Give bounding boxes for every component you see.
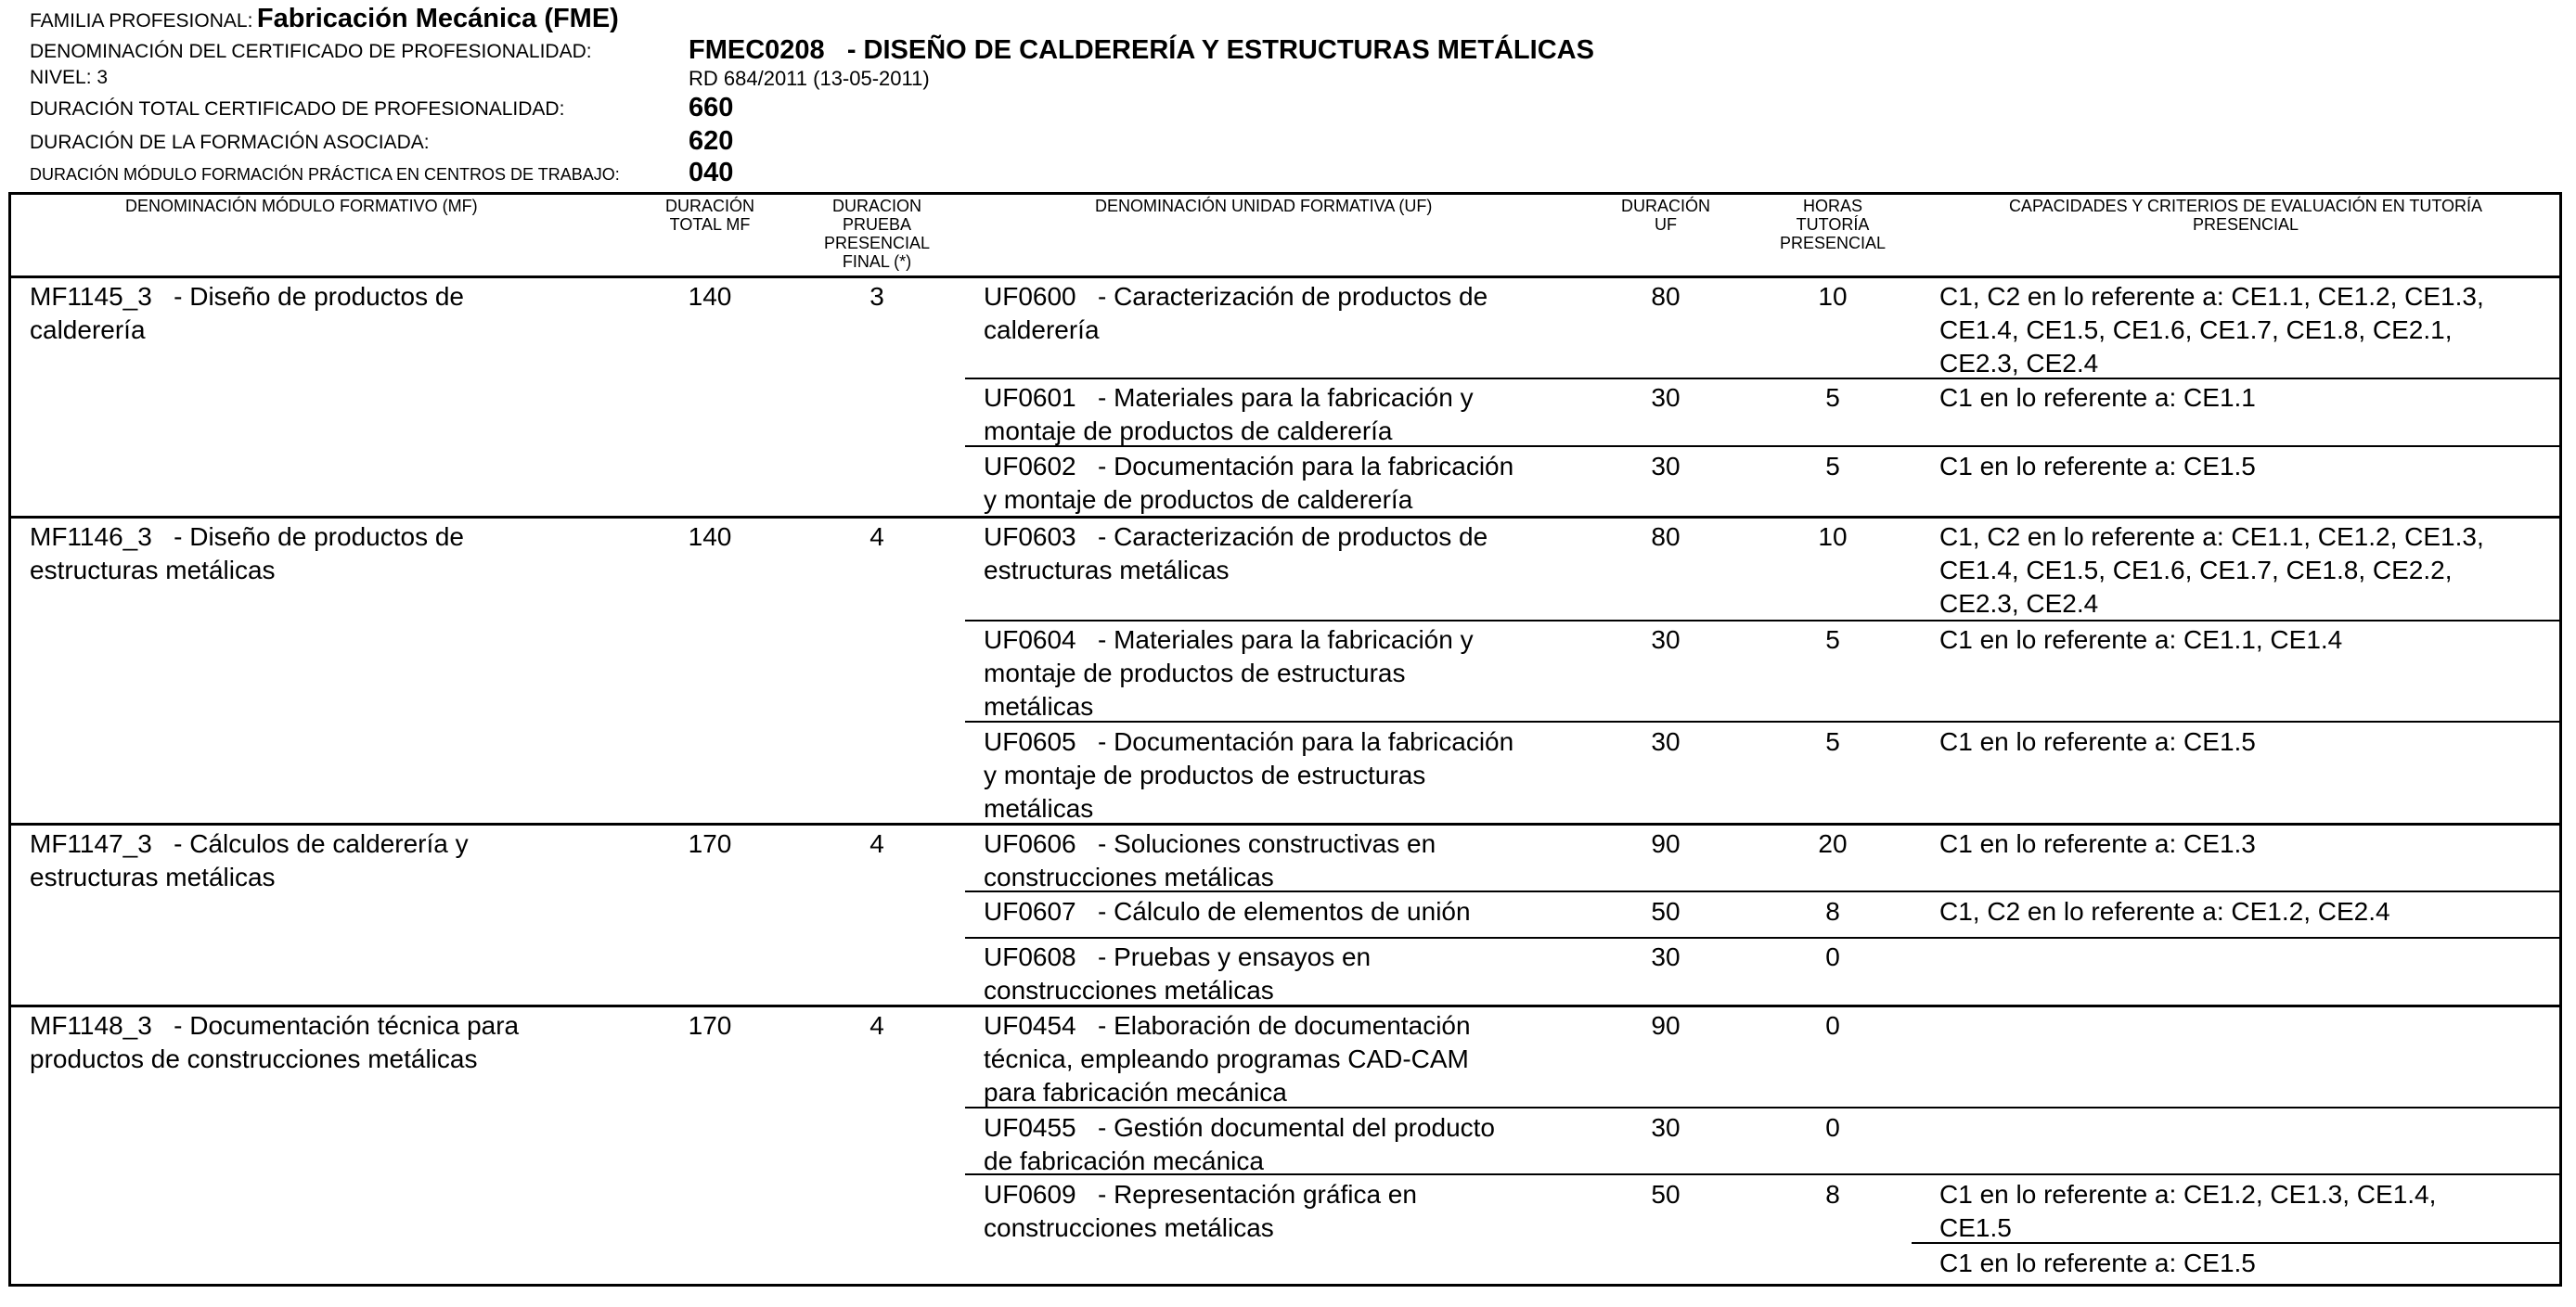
col-header-mf: DENOMINACIÓN MÓDULO FORMATIVO (MF) [125, 197, 478, 215]
module-prueba: 3 [869, 282, 884, 311]
col-header-duracion-mf [654, 197, 766, 234]
unit-name [984, 725, 1587, 826]
col-header-duracion-uf [1610, 197, 1721, 234]
unit-name-line3: para fabricación mecánica [984, 1078, 1287, 1107]
unit-title: - Caracterización de productos de [1097, 522, 1488, 551]
col-header-prueba-line3: PRESENCIAL [823, 234, 931, 252]
col-header-uf: DENOMINACIÓN UNIDAD FORMATIVA (UF) [1095, 197, 1433, 215]
unit-name [984, 1009, 1587, 1109]
unit-duracion: 80 [1651, 522, 1681, 551]
module-name [30, 520, 633, 587]
unit-name-line2: y montaje de productos de calderería [984, 485, 1413, 514]
unit-name-line2: y montaje de productos de estructuras [984, 761, 1426, 789]
row-divider [965, 937, 2562, 939]
unit-name-line2: técnica, empleando programas CAD-CAM [984, 1044, 1469, 1073]
unit-criteria [1939, 520, 2552, 621]
unit-name [984, 827, 1587, 894]
criteria-line2: CE1.4, CE1.5, CE1.6, CE1.7, CE1.8, CE2.2, [1939, 556, 2453, 584]
unit-name-line2: construcciones metálicas [984, 976, 1274, 1005]
module-title: - Diseño de productos de [174, 522, 464, 551]
certificate-title [689, 35, 1594, 66]
col-header-prueba-line2: PRUEBA [842, 215, 912, 234]
unit-title: - Caracterización de productos de [1097, 282, 1488, 311]
unit-duracion: 30 [1651, 383, 1681, 412]
module-code: MF1145_3 [30, 282, 152, 311]
module-prueba: 4 [869, 829, 884, 858]
unit-name-line3: metálicas [984, 692, 1094, 721]
unit-name-line1 [984, 1178, 1587, 1211]
col-header-duracion-uf-line2: UF [1655, 215, 1677, 234]
unit-name-line1 [984, 623, 1587, 657]
unit-duracion: 30 [1651, 625, 1681, 654]
module-name-line2: productos de construcciones metálicas [30, 1044, 478, 1073]
criteria-line2: CE1.4, CE1.5, CE1.6, CE1.7, CE1.8, CE2.1, [1939, 315, 2453, 344]
unit-name-line1 [984, 827, 1587, 861]
unit-name-line1 [984, 381, 1587, 415]
criteria-line1: C1, C2 en lo referente a: CE1.1, CE1.2, CE1.3, [1939, 522, 2484, 551]
extra-criteria: C1 en lo referente a: CE1.5 [1939, 1249, 2256, 1277]
col-header-prueba [817, 197, 937, 271]
unit-duracion: 30 [1651, 1113, 1681, 1142]
duracion-formacion-label: DURACIÓN DE LA FORMACIÓN ASOCIADA: [30, 132, 430, 153]
col-header-capacidades-line2: PRESENCIAL [2192, 215, 2299, 234]
unit-duracion: 80 [1651, 282, 1681, 311]
unit-name-line1 [984, 1009, 1587, 1043]
unit-horas: 5 [1825, 727, 1840, 756]
unit-criteria: C1 en lo referente a: CE1.3 [1939, 829, 2256, 858]
criteria-line2: CE1.5 [1939, 1213, 2012, 1242]
unit-code: UF0600 [984, 282, 1076, 311]
module-title: - Diseño de productos de [174, 282, 464, 311]
module-name-line1 [30, 280, 633, 314]
unit-horas: 20 [1818, 829, 1848, 858]
criteria-line1: C1, C2 en lo referente a: CE1.1, CE1.2, CE1.3, [1939, 282, 2484, 311]
unit-code: UF0608 [984, 942, 1076, 971]
col-header-prueba-line1: DURACION [831, 197, 921, 215]
unit-title: - Materiales para la fabricación y [1097, 383, 1474, 412]
unit-name-line1 [984, 895, 1587, 929]
unit-duracion: 30 [1651, 942, 1681, 971]
unit-horas: 5 [1825, 452, 1840, 481]
unit-duracion: 30 [1651, 452, 1681, 481]
unit-criteria [1939, 1178, 2552, 1245]
module-code: MF1146_3 [30, 522, 152, 551]
unit-code: UF0455 [984, 1113, 1076, 1142]
unit-code: UF0605 [984, 727, 1076, 756]
unit-duracion: 50 [1651, 897, 1681, 926]
unit-name-line1 [984, 280, 1587, 314]
col-header-duracion-mf-line2: TOTAL MF [669, 215, 751, 234]
unit-criteria: C1 en lo referente a: CE1.1 [1939, 383, 2256, 412]
module-name-line1 [30, 520, 633, 554]
module-name [30, 280, 633, 347]
module-code: MF1147_3 [30, 829, 152, 858]
familia-label: FAMILIA PROFESIONAL: [30, 10, 253, 32]
unit-code: UF0601 [984, 383, 1076, 412]
unit-name [984, 941, 1587, 1007]
duracion-formacion-value: 620 [689, 126, 734, 156]
unit-criteria: C1 en lo referente a: CE1.1, CE1.4 [1939, 625, 2343, 654]
col-header-duracion-uf-line1: DURACIÓN [1620, 197, 1710, 215]
module-name [30, 1009, 642, 1076]
unit-horas: 0 [1825, 942, 1840, 971]
denominacion-label: DENOMINACIÓN DEL CERTIFICADO DE PROFESIONALIDAD: [30, 41, 592, 62]
criteria-line1: C1 en lo referente a: CE1.2, CE1.3, CE1.4, [1939, 1180, 2437, 1209]
nivel-label: NIVEL: 3 [30, 67, 109, 88]
unit-horas: 10 [1818, 522, 1848, 551]
unit-criteria: C1 en lo referente a: CE1.5 [1939, 727, 2256, 756]
unit-name [984, 280, 1587, 347]
unit-title: - Soluciones constructivas en [1097, 829, 1436, 858]
certificate-name: - DISEÑO DE CALDERERÍA Y ESTRUCTURAS METÁLICAS [846, 35, 1594, 65]
familia-row [30, 4, 619, 34]
unit-title: - Documentación para la fabricación [1097, 727, 1514, 756]
module-title: - Documentación técnica para [174, 1011, 520, 1040]
unit-name-line1 [984, 520, 1587, 554]
module-duracion: 170 [688, 829, 732, 858]
unit-name-line3: metálicas [984, 794, 1094, 823]
unit-title: - Materiales para la fabricación y [1097, 625, 1474, 654]
unit-horas: 10 [1818, 282, 1848, 311]
unit-criteria: C1, C2 en lo referente a: CE1.2, CE2.4 [1939, 897, 2390, 926]
module-name-line2: estructuras metálicas [30, 556, 276, 584]
unit-name-line2: calderería [984, 315, 1100, 344]
unit-horas: 0 [1825, 1113, 1840, 1142]
unit-name [984, 1111, 1587, 1178]
module-duracion: 140 [688, 282, 732, 311]
unit-title: - Elaboración de documentación [1097, 1011, 1471, 1040]
unit-title: - Gestión documental del producto [1097, 1113, 1495, 1142]
unit-name-line1 [984, 450, 1587, 483]
module-prueba: 4 [869, 522, 884, 551]
unit-name [984, 623, 1587, 724]
module-code: MF1148_3 [30, 1011, 152, 1040]
unit-duracion: 30 [1651, 727, 1681, 756]
col-header-duracion-mf-line1: DURACIÓN [664, 197, 754, 215]
col-header-horas-line2: TUTORÍA [1796, 215, 1870, 234]
module-name-line2: estructuras metálicas [30, 863, 276, 891]
unit-horas: 5 [1825, 383, 1840, 412]
col-header-capacidades [1977, 197, 2515, 234]
unit-name-line2: de fabricación mecánica [984, 1147, 1264, 1175]
unit-duracion: 50 [1651, 1180, 1681, 1209]
unit-name-line2: construcciones metálicas [984, 1213, 1274, 1242]
col-header-capacidades-line1: CAPACIDADES Y CRITERIOS DE EVALUACIÓN EN TUTORÍA [2008, 197, 2483, 215]
unit-name-line2: montaje de productos de calderería [984, 416, 1393, 445]
unit-code: UF0602 [984, 452, 1076, 481]
col-header-prueba-line4: FINAL (*) [842, 252, 912, 271]
unit-name [984, 520, 1587, 587]
unit-title: - Documentación para la fabricación [1097, 452, 1514, 481]
col-header-horas [1772, 197, 1893, 252]
module-duracion: 170 [688, 1011, 732, 1040]
duracion-practica-label: DURACIÓN MÓDULO FORMACIÓN PRÁCTICA EN CENTROS DE TRABAJO: [30, 165, 620, 184]
unit-name-line1 [984, 941, 1587, 974]
rd-reference: RD 684/2011 (13-05-2011) [689, 67, 930, 90]
unit-name [984, 450, 1587, 517]
unit-title: - Representación gráfica en [1097, 1180, 1417, 1209]
unit-name-line2: estructuras metálicas [984, 556, 1230, 584]
unit-name-line2: montaje de productos de estructuras [984, 659, 1406, 687]
header-divider [8, 275, 2562, 278]
unit-code: UF0454 [984, 1011, 1076, 1040]
duracion-total-label: DURACIÓN TOTAL CERTIFICADO DE PROFESIONALIDAD: [30, 98, 565, 120]
unit-code: UF0603 [984, 522, 1076, 551]
duracion-total-value: 660 [689, 93, 734, 122]
module-name [30, 827, 633, 894]
module-name-line1 [30, 827, 633, 861]
certificate-code: FMEC0208 [689, 35, 825, 65]
unit-name-line2: construcciones metálicas [984, 863, 1274, 891]
unit-criteria [1939, 280, 2552, 380]
criteria-line3: CE2.3, CE2.4 [1939, 349, 2099, 378]
unit-code: UF0607 [984, 897, 1076, 926]
unit-name [984, 895, 1587, 929]
unit-horas: 0 [1825, 1011, 1840, 1040]
unit-criteria: C1 en lo referente a: CE1.5 [1939, 452, 2256, 481]
unit-duracion: 90 [1651, 1011, 1681, 1040]
unit-title: - Cálculo de elementos de unión [1097, 897, 1471, 926]
unit-name-line1 [984, 725, 1587, 759]
unit-horas: 8 [1825, 1180, 1840, 1209]
unit-horas: 8 [1825, 897, 1840, 926]
unit-code: UF0604 [984, 625, 1076, 654]
module-name-line2: calderería [30, 315, 146, 344]
unit-name-line1 [984, 1111, 1587, 1145]
unit-horas: 5 [1825, 625, 1840, 654]
unit-code: UF0609 [984, 1180, 1076, 1209]
unit-code: UF0606 [984, 829, 1076, 858]
col-header-horas-line1: HORAS [1802, 197, 1862, 215]
module-duracion: 140 [688, 522, 732, 551]
module-name-line1 [30, 1009, 642, 1043]
col-header-horas-line3: PRESENCIAL [1779, 234, 1887, 252]
unit-duracion: 90 [1651, 829, 1681, 858]
duracion-practica-value: 040 [689, 158, 734, 187]
unit-name [984, 381, 1587, 448]
familia-value: Fabricación Mecánica (FME) [256, 4, 619, 33]
unit-name [984, 1178, 1587, 1245]
unit-title: - Pruebas y ensayos en [1097, 942, 1372, 971]
module-title: - Cálculos de calderería y [174, 829, 469, 858]
module-prueba: 4 [869, 1011, 884, 1040]
criteria-line3: CE2.3, CE2.4 [1939, 589, 2099, 618]
